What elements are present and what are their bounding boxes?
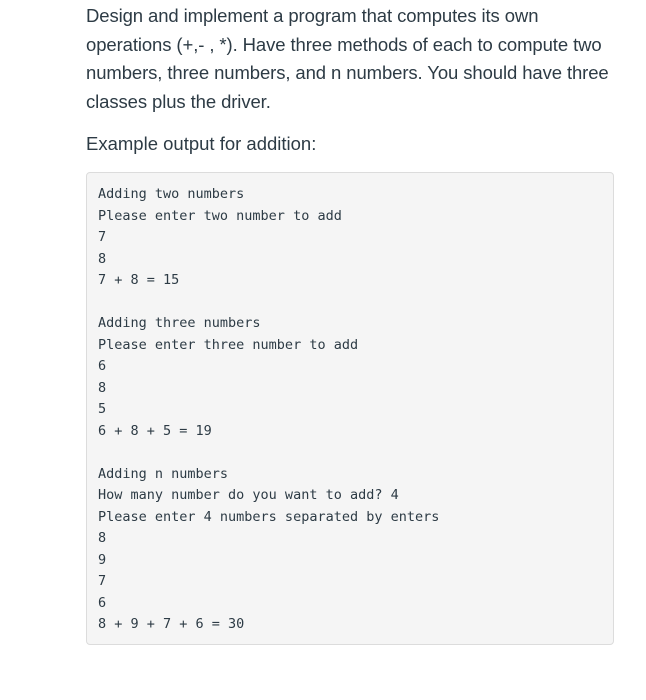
code-line: Adding three numbers [98, 315, 261, 331]
code-line: Adding two numbers [98, 186, 245, 202]
code-line: Please enter two number to add [98, 207, 342, 224]
code-line: 5 [98, 401, 107, 417]
question-content [86, 0, 626, 645]
code-line-blank [98, 292, 602, 314]
code-line: 6 [98, 358, 107, 374]
code-line: Adding n numbers [98, 465, 229, 482]
code-line-blank [98, 442, 602, 464]
code-line: 8 + 9 + 7 + 6 = 30 [98, 616, 245, 632]
code-line: 7 [98, 229, 107, 245]
question-text: Design and implement a program that computes its own operations (+,- , *). Have three methods of each to compute two numbers, three numbers, and n numbers. You should have three classes plus the driver. [86, 5, 609, 112]
code-line: 6 [98, 594, 107, 611]
code-line: How many number do you want to add? 4 [98, 487, 399, 503]
code-line: 9 [98, 551, 107, 568]
code-line: Please enter three number to add [98, 336, 359, 353]
code-line: 8 [98, 379, 107, 396]
code-line: 7 [98, 573, 107, 589]
code-line: Please enter 4 numbers separated by enters [98, 508, 440, 525]
code-line: 8 [98, 530, 107, 546]
code-line: 8 [98, 250, 107, 267]
code-line: 7 + 8 = 15 [98, 272, 180, 288]
code-line: 6 + 8 + 5 = 19 [98, 422, 212, 439]
code-block [86, 172, 614, 645]
example-label: Example output for addition: [86, 133, 317, 154]
